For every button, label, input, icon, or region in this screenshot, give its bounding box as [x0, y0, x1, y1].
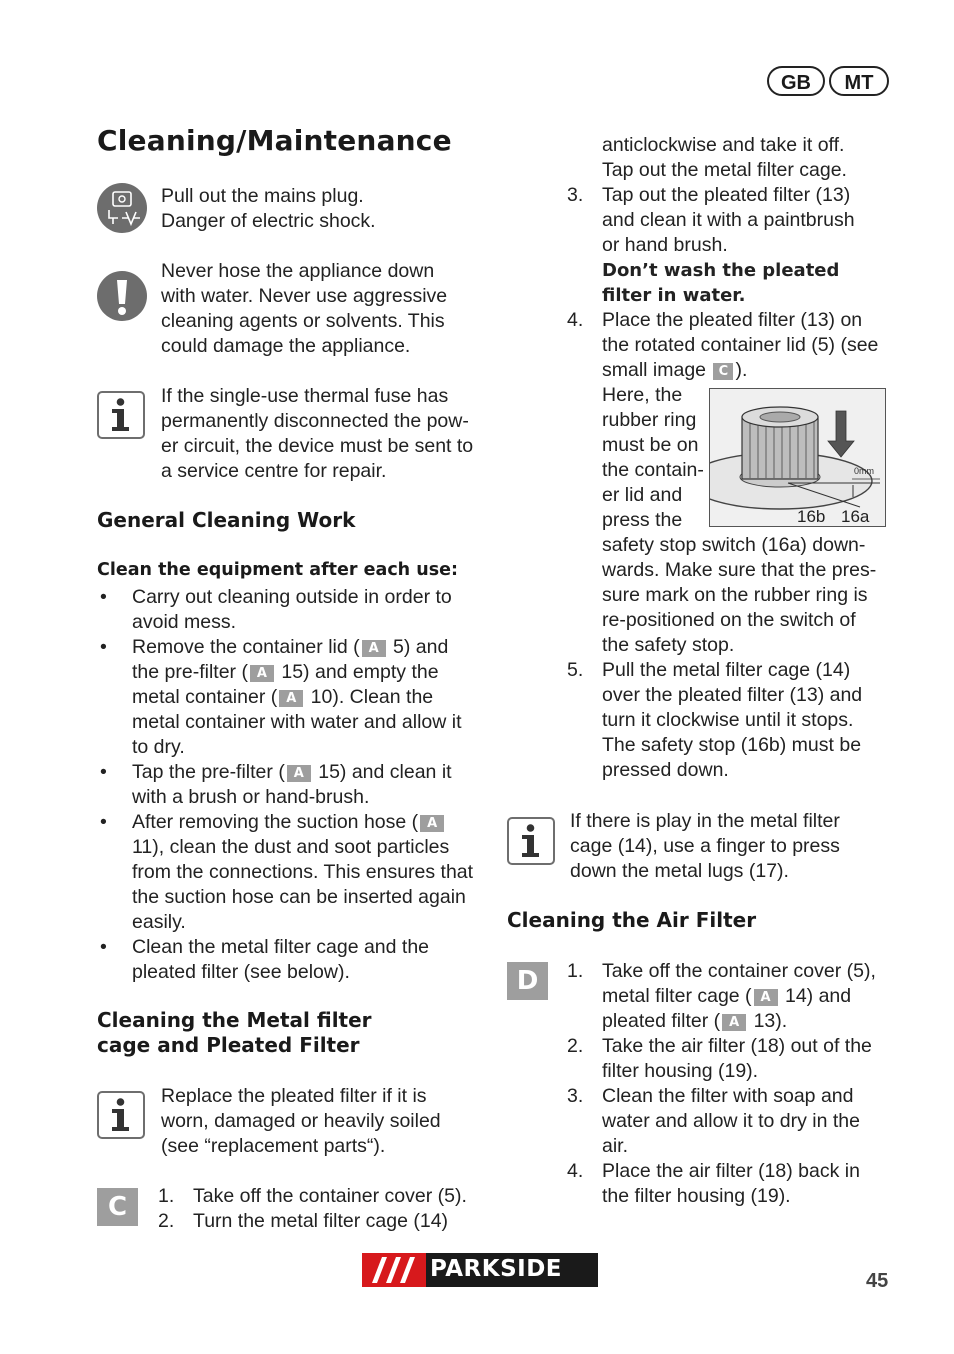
- hose-warning-text: Never hose the appliance down with water. Never use aggressive cleaning agents or solvents. This could damage the appliance.: [161, 260, 448, 357]
- plug-warning-text: Pull out the mains plug. Danger of electric shock.: [161, 185, 376, 232]
- lang-badge-gb: GB: [767, 66, 825, 96]
- figure-a-tag: A: [279, 690, 303, 707]
- figure-a-tag: A: [420, 815, 444, 832]
- fuse-info-text: If the single-use thermal fuse has permanently disconnected the pow- er circuit, the device must be sent to a service centre for repair.: [161, 385, 474, 482]
- figure-a-tag: A: [287, 765, 311, 782]
- figure-c-tag: C: [97, 1188, 138, 1226]
- list-item: 4. Place the pleated filter (13) on the rotated container lid (5) (see small image C ). Here, the rubber ring must be on the contain- er lid and press the safety stop switch (16a) down- wards. Make sure that the pres- sure mark on the rubber ring is re-positioned on the switch of the safety stop.: [567, 309, 879, 656]
- list-item: 1. Take off the container cover (5).: [158, 1185, 467, 1207]
- image-label-mm: 0mm: [854, 466, 874, 476]
- info-icon: [97, 391, 145, 439]
- figure-a-tag: A: [362, 640, 386, 657]
- metal-filter-steps-left: [158, 1184, 467, 1234]
- list-item: 4. Place the air filter (18) back in the filter housing (19).: [567, 1160, 860, 1207]
- info-icon: [507, 817, 555, 865]
- pleated-filter-info-text: Replace the pleated filter if it is worn, damaged or heavily soiled (see “replacement parts“).: [161, 1085, 441, 1157]
- list-item: • Clean the metal filter cage and the pleated filter (see below).: [97, 935, 487, 985]
- air-filter-steps: [567, 959, 897, 1209]
- figure-a-tag: A: [754, 989, 778, 1006]
- list-item: 3. Clean the filter with soap and water and allow it to dry in the air.: [567, 1085, 860, 1157]
- list-item: • Remove the container lid ( A 5) and the pre-filter ( A 15) and empty the metal container ( A 10). Clean the metal container with water and allow it to dry.: [97, 635, 487, 760]
- info-icon: [97, 1091, 145, 1139]
- exclamation-icon: [96, 270, 148, 326]
- image-label-16a: 16a: [841, 507, 870, 526]
- list-item: 2. Take the air filter (18) out of the filter housing (19).: [567, 1035, 872, 1082]
- list-item: 1. Take off the container cover (5), metal filter cage ( A 14) and pleated filter ( A 13).: [567, 960, 876, 1032]
- list-item: 5. Pull the metal filter cage (14) over the pleated filter (13) and turn it clockwise until it stops. The safety stop (16b) must be pressed down.: [567, 659, 863, 781]
- general-cleaning-subheading: Clean the equipment after each use:: [97, 560, 458, 580]
- figure-c-tag: C: [713, 363, 733, 380]
- figure-d-tag: D: [507, 962, 548, 1000]
- page-title: Cleaning/Maintenance: [97, 124, 452, 157]
- list-item: • After removing the suction hose ( A 11), clean the dust and soot particles from the connections. This ensures that the suction hose can be inserted again easily.: [97, 810, 487, 935]
- list-item: • Carry out cleaning outside in order to avoid mess.: [97, 585, 487, 635]
- metal-lugs-info-text: If there is play in the metal filter cage (14), use a finger to press down the metal lugs (17).: [570, 810, 840, 882]
- metal-filter-heading: Cleaning the Metal filter cage and Pleated Filter: [97, 1008, 372, 1057]
- image-label-16b: 16b: [797, 507, 826, 526]
- figure-a-tag: A: [722, 1014, 746, 1031]
- brand-name: PARKSIDE: [430, 1256, 563, 1282]
- air-filter-heading: Cleaning the Air Filter: [507, 908, 757, 932]
- general-cleaning-list: [97, 585, 487, 985]
- lang-badge-mt: MT: [829, 66, 889, 96]
- page-number: 45: [866, 1270, 889, 1292]
- list-item: 2. Turn the metal filter cage (14): [158, 1210, 449, 1232]
- filter-illustration: [709, 388, 886, 527]
- mains-plug-icon: [96, 182, 148, 238]
- list-item: 3. Tap out the pleated filter (13) and clean it with a paintbrush or hand brush. Don’t wash the pleated filter in water.: [567, 184, 855, 306]
- parkside-logo: [362, 1253, 598, 1287]
- general-cleaning-heading: General Cleaning Work: [97, 508, 356, 532]
- figure-a-tag: A: [250, 665, 274, 682]
- list-item: • Tap the pre-filter ( A 15) and clean it with a brush or hand-brush.: [97, 760, 487, 810]
- step2-continued: anticlockwise and take it off. Tap out the metal filter cage.: [602, 134, 847, 181]
